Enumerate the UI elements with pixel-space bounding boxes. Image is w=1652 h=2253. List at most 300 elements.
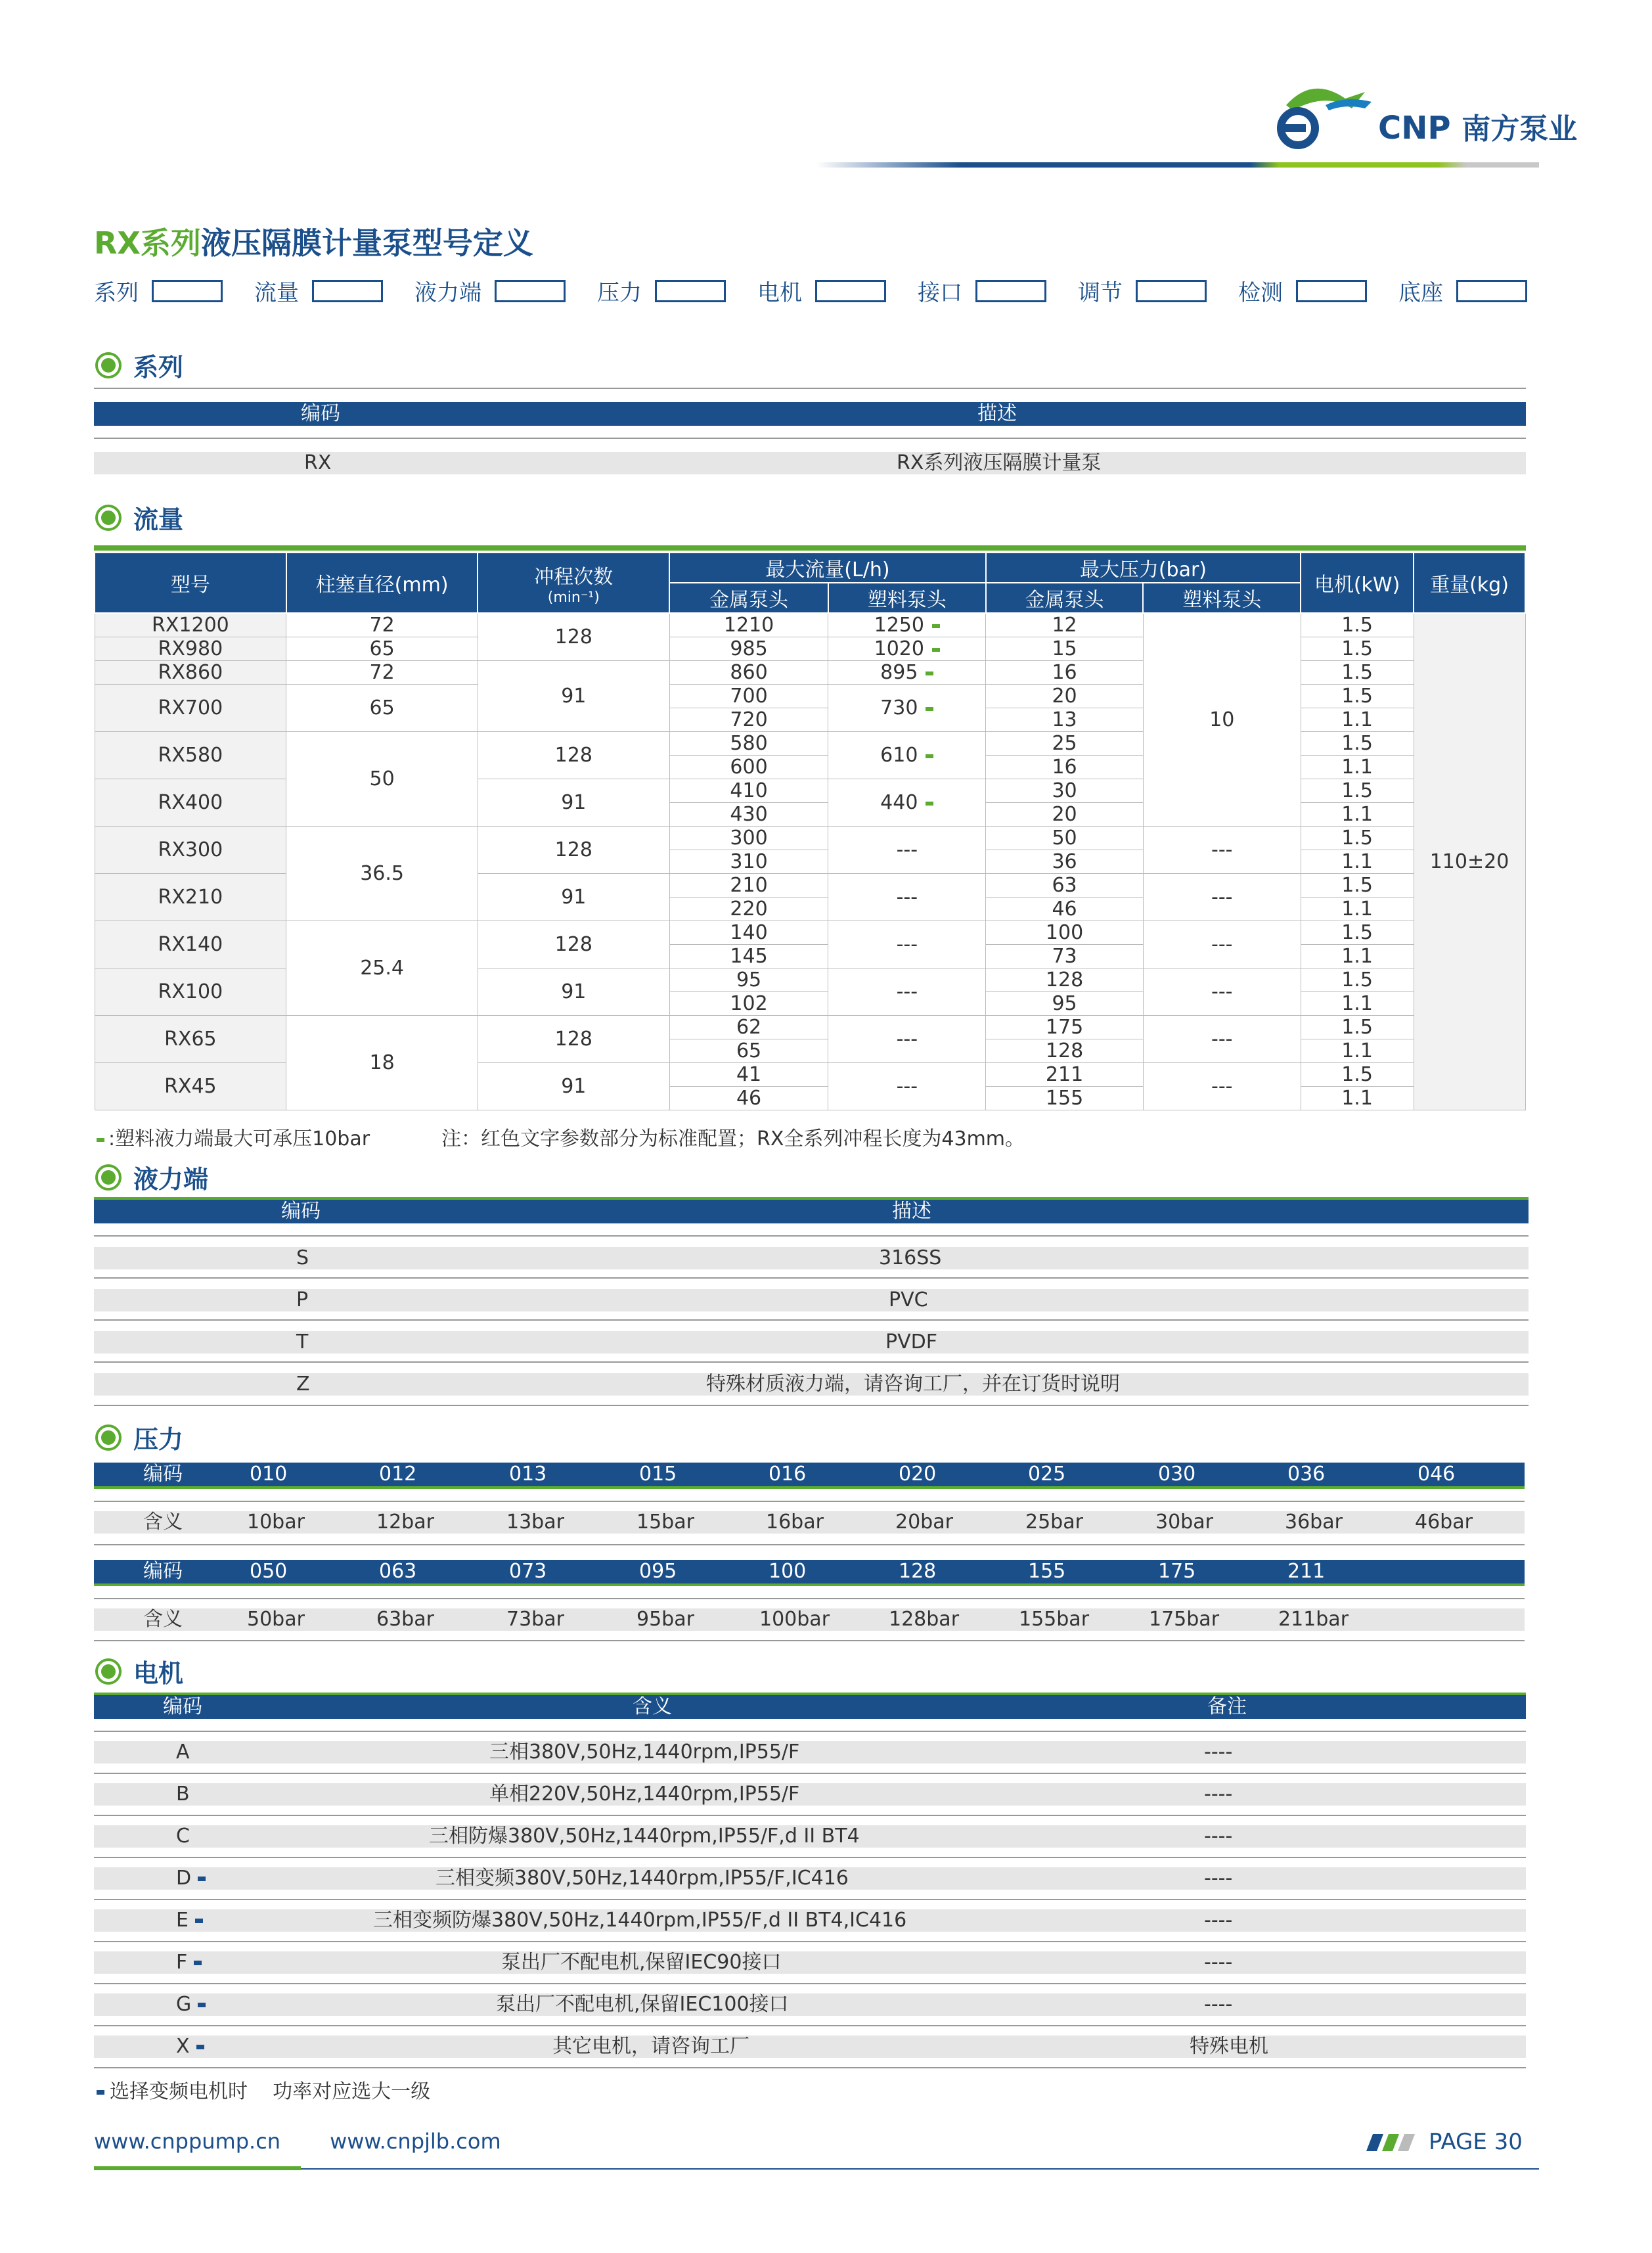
bullet-icon bbox=[98, 1427, 119, 1448]
cell-pressure-plastic: --- bbox=[1143, 968, 1301, 1016]
section-label: 流量 bbox=[133, 505, 184, 534]
cell-dia: 50 bbox=[286, 732, 478, 827]
header-max-flow: 最大流量(L/h) bbox=[669, 553, 986, 583]
footer-green-accent bbox=[94, 2166, 301, 2170]
divider bbox=[94, 1857, 1526, 1858]
code-field-base bbox=[1398, 275, 1527, 307]
cell-flow-metal: 102 bbox=[669, 992, 828, 1016]
pressure-meaning: 16bar bbox=[766, 1511, 824, 1534]
pressure-code: 175 bbox=[1158, 1560, 1196, 1583]
cell-flow-plastic bbox=[828, 661, 986, 685]
flow-table bbox=[94, 552, 1526, 1110]
cell-flow-metal: 46 bbox=[669, 1087, 828, 1110]
code-field-series bbox=[94, 275, 223, 307]
cell-flow-metal: 1210 bbox=[669, 613, 828, 637]
cell-pressure-metal: 13 bbox=[986, 708, 1144, 732]
motor-remark: ---- bbox=[1204, 1951, 1233, 1974]
divider bbox=[94, 1773, 1526, 1774]
pressure-meaning: 211bar bbox=[1278, 1608, 1349, 1631]
header-meaning: 含义 bbox=[633, 1695, 672, 1718]
title-text: 液压隔膜计量泵型号定义 bbox=[200, 225, 533, 261]
pressure-code: 012 bbox=[379, 1463, 417, 1486]
code-field-liquid-end bbox=[414, 275, 566, 307]
pressure-meaning: 36bar bbox=[1285, 1511, 1343, 1534]
pressure-meaning: 95bar bbox=[636, 1608, 694, 1631]
cell-dia: 36.5 bbox=[286, 827, 478, 921]
cell-model: RX65 bbox=[95, 1016, 286, 1063]
pressure-code: 211 bbox=[1287, 1560, 1326, 1583]
cell-pressure-metal: 46 bbox=[986, 898, 1144, 921]
plastic-marker-icon bbox=[926, 802, 933, 806]
cell-strokes: 91 bbox=[478, 779, 669, 827]
section-motor-heading bbox=[94, 1653, 183, 1689]
code-field-detect bbox=[1238, 275, 1367, 307]
pressure-meaning: 50bar bbox=[247, 1608, 305, 1631]
divider bbox=[94, 2025, 1526, 2026]
cell-pressure-metal: 20 bbox=[986, 685, 1144, 708]
cell-weight: 110±20 bbox=[1414, 613, 1525, 1110]
cell-pressure-metal: 25 bbox=[986, 732, 1144, 756]
cell-flow-plastic bbox=[828, 613, 986, 637]
cell-dia: 65 bbox=[286, 637, 478, 661]
cell-flow-plastic: --- bbox=[828, 827, 986, 874]
divider bbox=[94, 438, 1526, 439]
header-description: 描述 bbox=[977, 402, 1017, 425]
flow-plastic-value: 1020 bbox=[874, 637, 924, 660]
cell-model: RX45 bbox=[95, 1063, 286, 1110]
motor-remark: ---- bbox=[1204, 1867, 1233, 1890]
motor-code: F bbox=[176, 1951, 188, 1974]
plastic-marker-icon bbox=[932, 624, 940, 628]
cell-model: RX860 bbox=[95, 661, 286, 685]
pressure-code: 095 bbox=[639, 1560, 677, 1583]
section-label: 压力 bbox=[133, 1425, 184, 1454]
code-label: 电机 bbox=[757, 280, 802, 306]
cell-flow-metal: 985 bbox=[669, 637, 828, 661]
cell-pressure-metal: 16 bbox=[986, 661, 1144, 685]
section-flow-heading bbox=[94, 499, 183, 535]
pressure-meaning: 73bar bbox=[506, 1608, 564, 1631]
cell-dia: 25.4 bbox=[286, 921, 478, 1016]
code-label: 流量 bbox=[254, 280, 299, 306]
table-row bbox=[94, 1331, 1529, 1354]
divider bbox=[94, 1731, 1526, 1732]
cell-pressure-metal: 50 bbox=[986, 827, 1144, 850]
cell-pressure-metal: 73 bbox=[986, 945, 1144, 968]
cell-flow-metal: 600 bbox=[669, 756, 828, 779]
cell-flow-metal: 140 bbox=[669, 921, 828, 945]
code-field-pressure bbox=[597, 275, 726, 307]
variable-frequency-marker-icon bbox=[97, 2090, 104, 2095]
code-box bbox=[495, 280, 566, 302]
plastic-marker-icon bbox=[97, 1138, 104, 1142]
code-box bbox=[1136, 280, 1207, 302]
flow-legend-note bbox=[94, 1122, 370, 1151]
section-pressure-heading bbox=[94, 1419, 183, 1455]
table-row bbox=[94, 1909, 1526, 1932]
motor-meaning: 泵出厂不配电机,保留IEC100接口 bbox=[496, 1993, 789, 2016]
motor-meaning: 三相变频380V,50Hz,1440rpm,IP55/F,IC416 bbox=[435, 1867, 849, 1890]
code-box bbox=[815, 280, 886, 302]
cell-model: RX140 bbox=[95, 921, 286, 968]
pressure-meaning: 15bar bbox=[636, 1511, 694, 1534]
liquid-end-code: S bbox=[296, 1246, 309, 1269]
footer-link-cnpjlb[interactable]: www.cnpjlb.com bbox=[330, 2129, 501, 2154]
cell-flow-metal: 41 bbox=[669, 1063, 828, 1087]
cell-pressure-metal: 36 bbox=[986, 850, 1144, 874]
cell-flow-metal: 310 bbox=[669, 850, 828, 874]
cell-flow-metal: 720 bbox=[669, 708, 828, 732]
page-number: PAGE 30 bbox=[1429, 2129, 1523, 2155]
cell-flow-metal: 220 bbox=[669, 898, 828, 921]
cell-flow-metal: 410 bbox=[669, 779, 828, 803]
pressure-code: 025 bbox=[1028, 1463, 1066, 1486]
variable-frequency-marker-icon bbox=[194, 1961, 202, 1965]
motor-meaning: 其它电机，请咨询工厂 bbox=[552, 2035, 749, 2058]
pressure-code-bar-1 bbox=[94, 1463, 1525, 1489]
divider bbox=[94, 1598, 1525, 1599]
pressure-meaning: 12bar bbox=[376, 1511, 434, 1534]
cell-pressure-metal: 155 bbox=[986, 1087, 1144, 1110]
motor-code: X bbox=[176, 2035, 190, 2058]
page-title bbox=[94, 219, 533, 263]
cell-pressure-metal: 12 bbox=[986, 613, 1144, 637]
cell-strokes: 128 bbox=[478, 1016, 669, 1063]
cell-model: RX300 bbox=[95, 827, 286, 874]
meaning-label: 含义 bbox=[143, 1608, 183, 1631]
cell-model: RX400 bbox=[95, 779, 286, 827]
plastic-marker-icon bbox=[926, 707, 933, 711]
cell-model: RX980 bbox=[95, 637, 286, 661]
divider bbox=[94, 1640, 1525, 1641]
table-row bbox=[94, 1825, 1526, 1848]
header-pressure-metal: 金属泵头 bbox=[986, 583, 1144, 613]
table-row bbox=[94, 1289, 1529, 1311]
code-label: 系列 bbox=[94, 280, 139, 306]
title-prefix: RX系列 bbox=[94, 225, 201, 261]
series-header-bar bbox=[94, 402, 1526, 426]
code-label: 编码 bbox=[143, 1560, 183, 1583]
cell-pressure-metal: 128 bbox=[986, 968, 1144, 992]
cell-pressure-metal: 15 bbox=[986, 637, 1144, 661]
cell-flow-plastic bbox=[828, 732, 986, 779]
meaning-label: 含义 bbox=[143, 1511, 183, 1534]
motor-meaning: 三相380V,50Hz,1440rpm,IP55/F bbox=[489, 1741, 800, 1764]
cell-flow-plastic bbox=[828, 637, 986, 661]
cell-pressure-metal: 63 bbox=[986, 874, 1144, 898]
motor-code-cell bbox=[176, 1867, 206, 1890]
divider bbox=[94, 1361, 1529, 1363]
strokes-unit: (min⁻¹) bbox=[547, 589, 600, 606]
flow-standard-note: 注：红色文字参数部分为标准配置；RX全系列冲程长度为43mm。 bbox=[441, 1127, 1025, 1150]
cell-flow-metal: 145 bbox=[669, 945, 828, 968]
variable-frequency-marker-icon bbox=[195, 1919, 203, 1923]
motor-remark: ---- bbox=[1204, 1909, 1233, 1932]
motor-code-cell bbox=[176, 1993, 206, 2016]
cell-model: RX100 bbox=[95, 968, 286, 1016]
model-code-fields bbox=[94, 275, 1559, 307]
cell-dia: 18 bbox=[286, 1016, 478, 1110]
section-label: 液力端 bbox=[133, 1165, 209, 1194]
divider bbox=[94, 1899, 1526, 1900]
cell-motor: 1.5 bbox=[1301, 827, 1414, 850]
code-field-flow bbox=[254, 275, 383, 307]
variable-frequency-marker-icon bbox=[196, 2045, 204, 2049]
table-row bbox=[94, 452, 1526, 474]
pressure-meaning: 46bar bbox=[1415, 1511, 1473, 1534]
pressure-code: 016 bbox=[769, 1463, 807, 1486]
table-row bbox=[94, 1247, 1529, 1269]
flow-plastic-value: 1250 bbox=[874, 614, 924, 637]
cell-motor: 1.5 bbox=[1301, 874, 1414, 898]
pressure-code: 128 bbox=[899, 1560, 937, 1583]
motor-code-cell bbox=[176, 1909, 203, 1932]
motor-code: B bbox=[176, 1783, 190, 1806]
footer-rule bbox=[94, 2168, 1539, 2170]
divider bbox=[94, 1983, 1526, 1984]
motor-code: E bbox=[176, 1909, 189, 1932]
motor-code-cell bbox=[176, 2036, 204, 2058]
header-strokes bbox=[478, 553, 669, 613]
cell-pressure-plastic: 10 bbox=[1143, 613, 1301, 827]
cell-strokes: 91 bbox=[478, 874, 669, 921]
header-code: 编码 bbox=[281, 1200, 321, 1223]
cell-motor: 1.1 bbox=[1301, 992, 1414, 1016]
divider bbox=[94, 1277, 1529, 1279]
code-label: 底座 bbox=[1398, 280, 1443, 306]
code-field-motor bbox=[757, 275, 886, 307]
footer-link-cnppump[interactable]: www.cnppump.cn bbox=[94, 2129, 281, 2154]
divider bbox=[94, 1815, 1526, 1816]
cell-model: RX1200 bbox=[95, 613, 286, 637]
pressure-meaning: 20bar bbox=[895, 1511, 953, 1534]
section-label: 电机 bbox=[133, 1659, 184, 1688]
code-label: 压力 bbox=[597, 280, 642, 306]
header-description: 描述 bbox=[892, 1200, 931, 1223]
cell-flow-plastic: --- bbox=[828, 968, 986, 1016]
code-box bbox=[1296, 280, 1367, 302]
cell-motor: 1.5 bbox=[1301, 685, 1414, 708]
cell-motor: 1.1 bbox=[1301, 756, 1414, 779]
brand-logo bbox=[1378, 105, 1577, 147]
pressure-meaning: 25bar bbox=[1025, 1511, 1083, 1534]
header-remark: 备注 bbox=[1207, 1695, 1247, 1718]
pressure-code: 155 bbox=[1028, 1560, 1066, 1583]
pressure-meaning: 30bar bbox=[1155, 1511, 1213, 1534]
plastic-marker-icon bbox=[932, 648, 940, 652]
pressure-code: 015 bbox=[639, 1463, 677, 1486]
variable-frequency-marker-icon bbox=[198, 1877, 206, 1881]
pressure-code: 046 bbox=[1418, 1463, 1456, 1486]
cell-motor: 1.1 bbox=[1301, 803, 1414, 827]
stripes-icon bbox=[1366, 2134, 1419, 2151]
motor-code: G bbox=[176, 1993, 192, 2016]
cell-pressure-plastic: --- bbox=[1143, 921, 1301, 968]
liquid-end-header-bar bbox=[94, 1200, 1529, 1223]
cell-motor: 1.1 bbox=[1301, 945, 1414, 968]
motor-meaning: 三相变频防爆380V,50Hz,1440rpm,IP55/F,d II BT4,IC416 bbox=[373, 1909, 907, 1932]
table-row bbox=[94, 1373, 1529, 1396]
liquid-end-code: T bbox=[296, 1331, 309, 1354]
pressure-code: 063 bbox=[379, 1560, 417, 1583]
liquid-end-description: 特殊材质液力端，请咨询工厂，并在订货时说明 bbox=[706, 1373, 1120, 1396]
table-row bbox=[94, 1783, 1526, 1806]
pressure-code: 073 bbox=[509, 1560, 547, 1583]
pressure-meaning: 63bar bbox=[376, 1608, 434, 1631]
cell-motor: 1.5 bbox=[1301, 779, 1414, 803]
pressure-meaning: 155bar bbox=[1019, 1608, 1090, 1631]
series-code: RX bbox=[304, 451, 332, 474]
motor-remark: ---- bbox=[1204, 1993, 1233, 2016]
code-box bbox=[312, 280, 383, 302]
code-label: 调节 bbox=[1078, 280, 1123, 306]
cell-flow-metal: 300 bbox=[669, 827, 828, 850]
header-max-pressure: 最大压力(bar) bbox=[986, 553, 1301, 583]
section-liquid-end-heading bbox=[94, 1159, 208, 1195]
variable-frequency-marker-icon bbox=[198, 2003, 206, 2007]
company-name: 南方泵业 bbox=[1462, 112, 1578, 146]
cell-motor: 1.1 bbox=[1301, 1087, 1414, 1110]
strokes-label: 冲程次数 bbox=[534, 565, 614, 589]
motor-remark: ---- bbox=[1204, 1741, 1233, 1764]
code-label: 液力端 bbox=[414, 280, 481, 306]
cell-flow-metal: 580 bbox=[669, 732, 828, 756]
cell-flow-metal: 430 bbox=[669, 803, 828, 827]
liquid-end-code: P bbox=[296, 1288, 309, 1311]
cell-model: RX210 bbox=[95, 874, 286, 921]
footer-links bbox=[94, 2129, 501, 2154]
code-field-adjust bbox=[1078, 275, 1207, 307]
motor-header-bar bbox=[94, 1695, 1526, 1719]
code-box bbox=[655, 280, 726, 302]
cell-pressure-metal: 175 bbox=[986, 1016, 1144, 1039]
flow-plastic-value: 730 bbox=[880, 696, 918, 719]
cell-motor: 1.1 bbox=[1301, 1039, 1414, 1063]
motor-meaning: 单相220V,50Hz,1440rpm,IP55/F bbox=[489, 1783, 800, 1806]
cell-motor: 1.1 bbox=[1301, 898, 1414, 921]
pressure-meaning-row-2 bbox=[94, 1608, 1525, 1631]
motor-remark: 特殊电机 bbox=[1190, 2035, 1268, 2058]
motor-note-text: 选择变频电机时 功率对应选大一级 bbox=[110, 2080, 431, 2103]
liquid-end-description: 316SS bbox=[879, 1246, 942, 1269]
cell-dia: 65 bbox=[286, 685, 478, 732]
pressure-code: 013 bbox=[509, 1463, 547, 1486]
cell-strokes: 91 bbox=[478, 1063, 669, 1110]
liquid-end-description: PVC bbox=[889, 1288, 928, 1311]
motor-remark: ---- bbox=[1204, 1783, 1233, 1806]
pressure-meaning: 10bar bbox=[247, 1511, 305, 1534]
header-pressure-plastic: 塑料泵头 bbox=[1143, 583, 1301, 613]
cell-motor: 1.5 bbox=[1301, 661, 1414, 685]
flow-table-top-rule bbox=[94, 545, 1526, 551]
motor-code: D bbox=[176, 1867, 192, 1890]
cell-strokes: 128 bbox=[478, 613, 669, 661]
header-flow-metal: 金属泵头 bbox=[669, 583, 828, 613]
bullet-icon bbox=[98, 355, 119, 376]
table-row bbox=[94, 2036, 1526, 2058]
cell-pressure-metal: 211 bbox=[986, 1063, 1144, 1087]
code-label: 接口 bbox=[918, 280, 962, 306]
cell-flow-plastic: --- bbox=[828, 1063, 986, 1110]
pressure-code-bar-2 bbox=[94, 1560, 1525, 1586]
cell-flow-metal: 65 bbox=[669, 1039, 828, 1063]
code-label: 检测 bbox=[1238, 280, 1283, 306]
motor-meaning: 泵出厂不配电机,保留IEC90接口 bbox=[501, 1951, 782, 1974]
company-logo-icon bbox=[1266, 79, 1377, 151]
motor-meaning: 三相防爆380V,50Hz,1440rpm,IP55/F,d II BT4 bbox=[429, 1825, 860, 1848]
cell-flow-plastic: --- bbox=[828, 1016, 986, 1063]
cell-flow-metal: 210 bbox=[669, 874, 828, 898]
motor-code: A bbox=[176, 1741, 190, 1764]
section-label: 系列 bbox=[133, 353, 184, 382]
pressure-code: 100 bbox=[769, 1560, 807, 1583]
flow-plastic-value: 440 bbox=[880, 791, 918, 814]
cell-strokes: 91 bbox=[478, 968, 669, 1016]
cell-pressure-metal: 20 bbox=[986, 803, 1144, 827]
motor-code: C bbox=[176, 1825, 190, 1848]
pressure-meaning: 13bar bbox=[506, 1511, 564, 1534]
divider bbox=[94, 1501, 1525, 1502]
cell-pressure-plastic: --- bbox=[1143, 874, 1301, 921]
pressure-code: 050 bbox=[250, 1560, 288, 1583]
pressure-meaning: 100bar bbox=[759, 1608, 830, 1631]
section-series-heading bbox=[94, 347, 183, 383]
plastic-marker-icon bbox=[926, 671, 933, 675]
divider bbox=[94, 388, 1526, 389]
cell-flow-metal: 700 bbox=[669, 685, 828, 708]
cell-flow-plastic: --- bbox=[828, 874, 986, 921]
code-label: 编码 bbox=[143, 1463, 183, 1486]
header-plunger-diameter: 柱塞直径(mm) bbox=[286, 553, 478, 613]
cell-motor: 1.5 bbox=[1301, 732, 1414, 756]
pressure-meaning-row-1 bbox=[94, 1511, 1525, 1534]
cell-motor: 1.1 bbox=[1301, 708, 1414, 732]
cell-flow-metal: 62 bbox=[669, 1016, 828, 1039]
cell-model: RX700 bbox=[95, 685, 286, 732]
cell-strokes: 128 bbox=[478, 732, 669, 779]
cell-pressure-plastic: --- bbox=[1143, 1016, 1301, 1063]
pressure-code: 030 bbox=[1158, 1463, 1196, 1486]
cell-flow-metal: 95 bbox=[669, 968, 828, 992]
header-motor: 电机(kW) bbox=[1301, 553, 1414, 613]
cell-motor: 1.5 bbox=[1301, 921, 1414, 945]
cell-model: RX580 bbox=[95, 732, 286, 779]
bullet-icon bbox=[98, 507, 119, 528]
liquid-end-description: PVDF bbox=[885, 1331, 937, 1354]
motor-code-cell bbox=[176, 1951, 202, 1974]
cell-pressure-metal: 30 bbox=[986, 779, 1144, 803]
logo-cnp-text: CNP bbox=[1378, 110, 1451, 147]
cell-motor: 1.5 bbox=[1301, 1063, 1414, 1087]
cell-motor: 1.5 bbox=[1301, 637, 1414, 661]
flow-plastic-value: 610 bbox=[880, 744, 918, 767]
cell-pressure-plastic: --- bbox=[1143, 1063, 1301, 1110]
code-box bbox=[152, 280, 223, 302]
cell-pressure-metal: 128 bbox=[986, 1039, 1144, 1063]
cell-strokes: 91 bbox=[478, 661, 669, 732]
cell-dia: 72 bbox=[286, 613, 478, 637]
table-row bbox=[94, 1951, 1526, 1974]
cell-motor: 1.1 bbox=[1301, 850, 1414, 874]
table-row bbox=[94, 1741, 1526, 1764]
cell-pressure-metal: 95 bbox=[986, 992, 1144, 1016]
code-field-interface bbox=[918, 275, 1046, 307]
table-row bbox=[94, 1867, 1526, 1890]
cell-flow-metal: 860 bbox=[669, 661, 828, 685]
cell-motor: 1.5 bbox=[1301, 968, 1414, 992]
table-row bbox=[94, 1993, 1526, 2016]
bullet-icon bbox=[98, 1167, 119, 1188]
